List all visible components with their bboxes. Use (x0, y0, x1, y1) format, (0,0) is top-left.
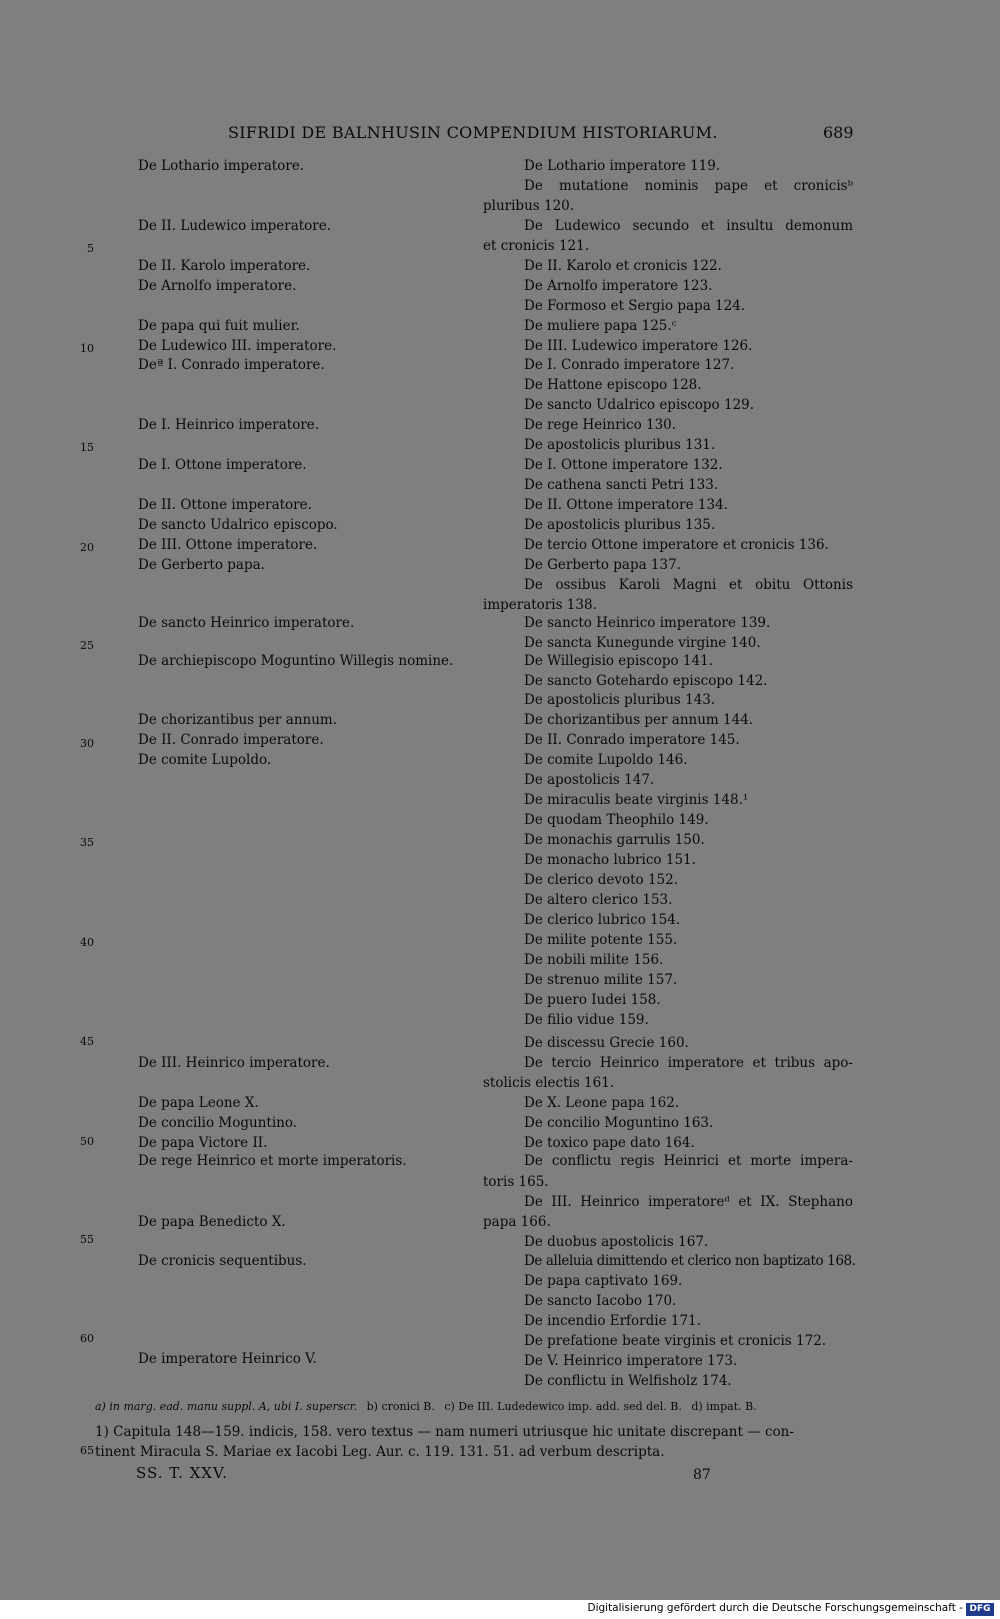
index-line: De Formoso et Sergio papa 124. (524, 298, 746, 314)
index-line: De rege Heinrico 130. (524, 417, 677, 433)
index-line: De nobili milite 156. (524, 952, 664, 968)
index-line: De sancto Udalrico episcopo 129. (524, 397, 755, 413)
index-line: De sancta Kunegunde virgine 140. (524, 635, 761, 651)
line-number: 20 (80, 541, 94, 554)
left-entry: De Gerberto papa. (138, 557, 265, 573)
index-line: De filio vidue 159. (524, 1012, 649, 1028)
index-line: De prefatione beate virginis et cronicis 172. (524, 1333, 827, 1349)
line-number: 35 (80, 836, 94, 849)
index-line: toris 165. (483, 1174, 549, 1190)
footnote-c: c) De III. Ludedewico imp. add. sed del. B. (444, 1400, 682, 1413)
dfg-logo: DFG (966, 1603, 994, 1616)
left-entry: Deª I. Conrado imperatore. (138, 357, 325, 373)
left-entry: De papa qui fuit mulier. (138, 318, 300, 334)
index-line: De muliere papa 125.ᶜ (524, 318, 677, 334)
line-number: 60 (80, 1332, 94, 1345)
left-entry: De II. Ottone imperatore. (138, 497, 312, 513)
left-entry: De Ludewico III. imperatore. (138, 338, 337, 354)
index-line: De Arnolfo imperatore 123. (524, 278, 713, 294)
index-line: De miraculis beate virginis 148.¹ (524, 792, 749, 808)
left-entry: De II. Conrado imperatore. (138, 732, 324, 748)
index-line: De Lothario imperatore 119. (524, 158, 721, 174)
line-number: 50 (80, 1135, 94, 1148)
index-line: De comite Lupoldo 146. (524, 752, 688, 768)
index-line: De mutatione nominis pape et cronicisᵇ (524, 178, 853, 194)
index-line: De cathena sancti Petri 133. (524, 477, 719, 493)
line-number: 55 (80, 1233, 94, 1246)
index-line: De incendio Erfordie 171. (524, 1313, 701, 1329)
index-line: De Hattone episcopo 128. (524, 377, 702, 393)
index-line: De alleluia dimittendo et clerico non baptizato 168. (524, 1253, 856, 1269)
volume-signature: SS. T. XXV. (136, 1464, 228, 1482)
index-line: De apostolicis pluribus 143. (524, 692, 716, 708)
index-line: De milite potente 155. (524, 932, 678, 948)
dfg-notice: Digitalisierung gefördert durch die Deutsche Forschungsgemeinschaft - (587, 1602, 963, 1614)
left-entry: De rege Heinrico et morte imperatoris. (138, 1153, 407, 1169)
left-entry: De I. Ottone imperatore. (138, 457, 307, 473)
index-line: De discessu Grecie 160. (524, 1035, 689, 1051)
footnote-b: b) cronici B. (366, 1400, 435, 1413)
index-line: De sancto Heinrico imperatore 139. (524, 615, 771, 631)
footnote-a: a) in marg. ead. manu suppl. A, ubi I. superscr. (95, 1400, 358, 1413)
index-line: et cronicis 121. (483, 238, 590, 254)
footnote-d: d) impat. B. (691, 1400, 757, 1413)
line-number: 65 (80, 1444, 94, 1457)
line-number: 40 (80, 936, 94, 949)
left-entry: De cronicis sequentibus. (138, 1253, 307, 1269)
index-line: De II. Karolo et cronicis 122. (524, 258, 722, 274)
left-entry: De II. Ludewico imperatore. (138, 218, 332, 234)
index-line: De papa captivato 169. (524, 1273, 683, 1289)
line-number: 15 (80, 441, 94, 454)
index-line: De X. Leone papa 162. (524, 1095, 680, 1111)
left-entry: De papa Victore II. (138, 1135, 268, 1151)
line-number: 10 (80, 342, 94, 355)
left-entry: De I. Heinrico imperatore. (138, 417, 320, 433)
index-line: De duobus apostolicis 167. (524, 1234, 709, 1250)
left-entry: De III. Ottone imperatore. (138, 537, 318, 553)
index-line: De apostolicis 147. (524, 772, 655, 788)
index-line: De quodam Theophilo 149. (524, 812, 709, 828)
index-line: De apostolicis pluribus 131. (524, 437, 716, 453)
index-line: De strenuo milite 157. (524, 972, 678, 988)
left-entry: De archiepiscopo Moguntino Willegis nomine. (138, 653, 454, 669)
dfg-footer-bar (0, 1600, 1000, 1619)
index-line: De clerico devoto 152. (524, 872, 679, 888)
left-entry: De II. Karolo imperatore. (138, 258, 311, 274)
index-line: papa 166. (483, 1214, 551, 1230)
index-line: De concilio Moguntino 163. (524, 1115, 714, 1131)
index-line: De Ludewico secundo et insultu demonum (524, 218, 853, 234)
index-line: De clerico lubrico 154. (524, 912, 681, 928)
left-entry: De papa Benedicto X. (138, 1214, 286, 1230)
line-number: 30 (80, 737, 94, 750)
left-entry: De chorizantibus per annum. (138, 712, 338, 728)
index-line: De V. Heinrico imperatore 173. (524, 1353, 738, 1369)
line-number: 25 (80, 639, 94, 652)
index-line: De sancto Iacobo 170. (524, 1293, 677, 1309)
index-line: De Willegisio episcopo 141. (524, 653, 713, 669)
left-entry: De papa Leone X. (138, 1095, 259, 1111)
index-line: De I. Ottone imperatore 132. (524, 457, 723, 473)
numbered-footnote-line: tinent Miracula S. Mariae ex Iacobi Leg. Aur. c. 119. 131. 51. ad verbum descripta. (95, 1444, 665, 1460)
index-line: De tercio Ottone imperatore et cronicis 136. (524, 537, 829, 553)
index-line: De monacho lubrico 151. (524, 852, 696, 868)
left-entry: De sancto Heinrico imperatore. (138, 615, 355, 631)
line-number: 5 (87, 242, 94, 255)
left-entry: De concilio Moguntino. (138, 1115, 298, 1131)
left-entry: De imperatore Heinrico V. (138, 1351, 317, 1367)
index-line: De puero Iudei 158. (524, 992, 661, 1008)
index-line: De III. Ludewico imperatore 126. (524, 338, 753, 354)
index-line: De conflictu in Welfisholz 174. (524, 1373, 732, 1389)
index-line: De II. Ottone imperatore 134. (524, 497, 728, 513)
index-line: De altero clerico 153. (524, 892, 673, 908)
index-line: imperatoris 138. (483, 597, 597, 613)
index-line: De sancto Gotehardo episcopo 142. (524, 673, 768, 689)
left-entry: De sancto Udalrico episcopo. (138, 517, 338, 533)
critical-apparatus (95, 1400, 763, 1413)
index-line: De II. Conrado imperatore 145. (524, 732, 740, 748)
index-line: De toxico pape dato 164. (524, 1135, 695, 1151)
index-line: De apostolicis pluribus 135. (524, 517, 716, 533)
page-number: 689 (823, 123, 854, 142)
index-line: De ossibus Karoli Magni et obitu Ottonis (524, 577, 853, 593)
index-line: stolicis electis 161. (483, 1075, 615, 1091)
left-entry: De Arnolfo imperatore. (138, 278, 297, 294)
left-entry: De Lothario imperatore. (138, 158, 305, 174)
page-title: SIFRIDI DE BALNHUSIN COMPENDIUM HISTORIARUM. (228, 123, 718, 142)
index-line: De monachis garrulis 150. (524, 832, 705, 848)
index-line: De Gerberto papa 137. (524, 557, 681, 573)
index-line: pluribus 120. (483, 198, 575, 214)
line-number: 45 (80, 1035, 94, 1048)
index-line: De tercio Heinrico imperatore et tribus apo- (524, 1055, 853, 1071)
numbered-footnote-line: 1) Capitula 148—159. indicis, 158. vero textus — nam numeri utriusque hic unitate discrepant — con- (95, 1424, 794, 1440)
quire-number: 87 (693, 1467, 711, 1483)
index-line: De III. Heinrico imperatoreᵈ et IX. Stephano (524, 1194, 853, 1210)
index-line: De I. Conrado imperatore 127. (524, 357, 735, 373)
index-line: De chorizantibus per annum 144. (524, 712, 754, 728)
left-entry: De III. Heinrico imperatore. (138, 1055, 330, 1071)
index-line: De conflictu regis Heinrici et morte impera- (524, 1153, 853, 1169)
left-entry: De comite Lupoldo. (138, 752, 272, 768)
